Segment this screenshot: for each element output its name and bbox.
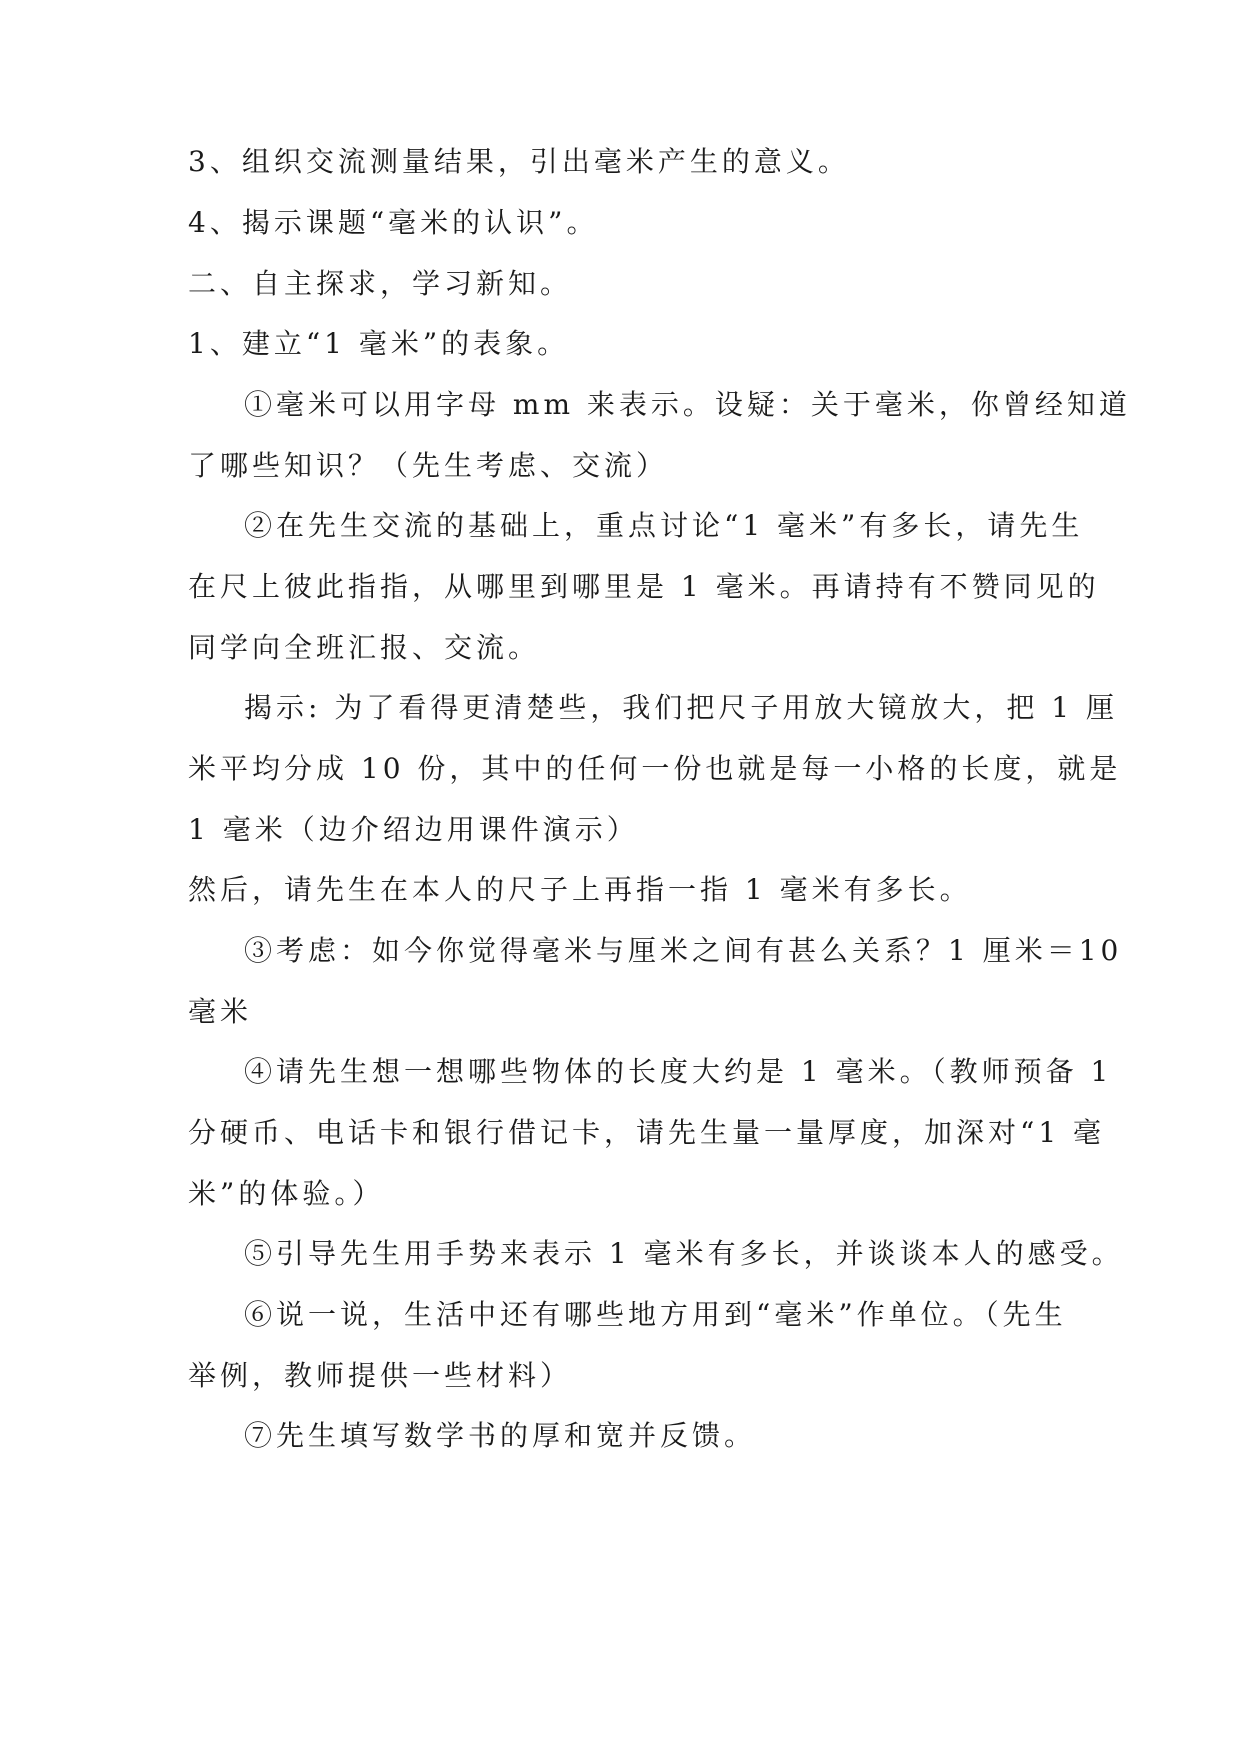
text-line: 了哪些知识？（先生考虑、交流） [188, 449, 669, 482]
text-line: 举例，教师提供一些材料） [188, 1359, 573, 1392]
text-line: 米”的体验。） [188, 1177, 385, 1210]
text-line: 同学向全班汇报、交流。 [188, 631, 541, 664]
text-line: 1、建立“1 毫米”的表象。 [188, 327, 570, 360]
text-line: 在尺上彼此指指，从哪里到哪里是 1 毫米。再请持有不赞同见的 [188, 570, 1100, 603]
text-line: 3、组织交流测量结果，引出毫米产生的意义。 [188, 145, 850, 178]
text-line: ②在先生交流的基础上，重点讨论“1 毫米”有多长，请先生 [244, 509, 1084, 542]
text-line: 分硬币、电话卡和银行借记卡，请先生量一量厚度，加深对“1 毫 [188, 1116, 1106, 1149]
text-line: 毫米 [188, 995, 253, 1028]
text-line: ⑥说一说，生活中还有哪些地方用到“毫米”作单位。（先生 [244, 1298, 1067, 1331]
text-line: 然后，请先生在本人的尺子上再指一指 1 毫米有多长。 [188, 873, 972, 906]
text-line: 4、揭示课题“毫米的认识”。 [188, 206, 599, 239]
text-line: ⑦先生填写数学书的厚和宽并反馈。 [244, 1419, 757, 1452]
text-line: ①毫米可以用字母 mm 来表示。设疑：关于毫米，你曾经知道 [244, 388, 1131, 421]
text-line: 揭示: 为了看得更清楚些，我们把尺子用放大镜放大，把 1 厘 [244, 691, 1118, 724]
text-line: ⑤引导先生用手势来表示 1 毫米有多长，并谈谈本人的感受。 [244, 1237, 1124, 1270]
text-line: ④请先生想一想哪些物体的长度大约是 1 毫米。（教师预备 1 [244, 1055, 1113, 1088]
text-line: 米平均分成 10 份，其中的任何一份也就是每一小格的长度，就是 [188, 752, 1122, 785]
text-line: 1 毫米（边介绍边用课件演示） [188, 813, 639, 846]
text-line: ③考虑：如今你觉得毫米与厘米之间有甚么关系？1 厘米＝10 [244, 934, 1123, 967]
text-line: 二、自主探求，学习新知。 [188, 267, 573, 300]
